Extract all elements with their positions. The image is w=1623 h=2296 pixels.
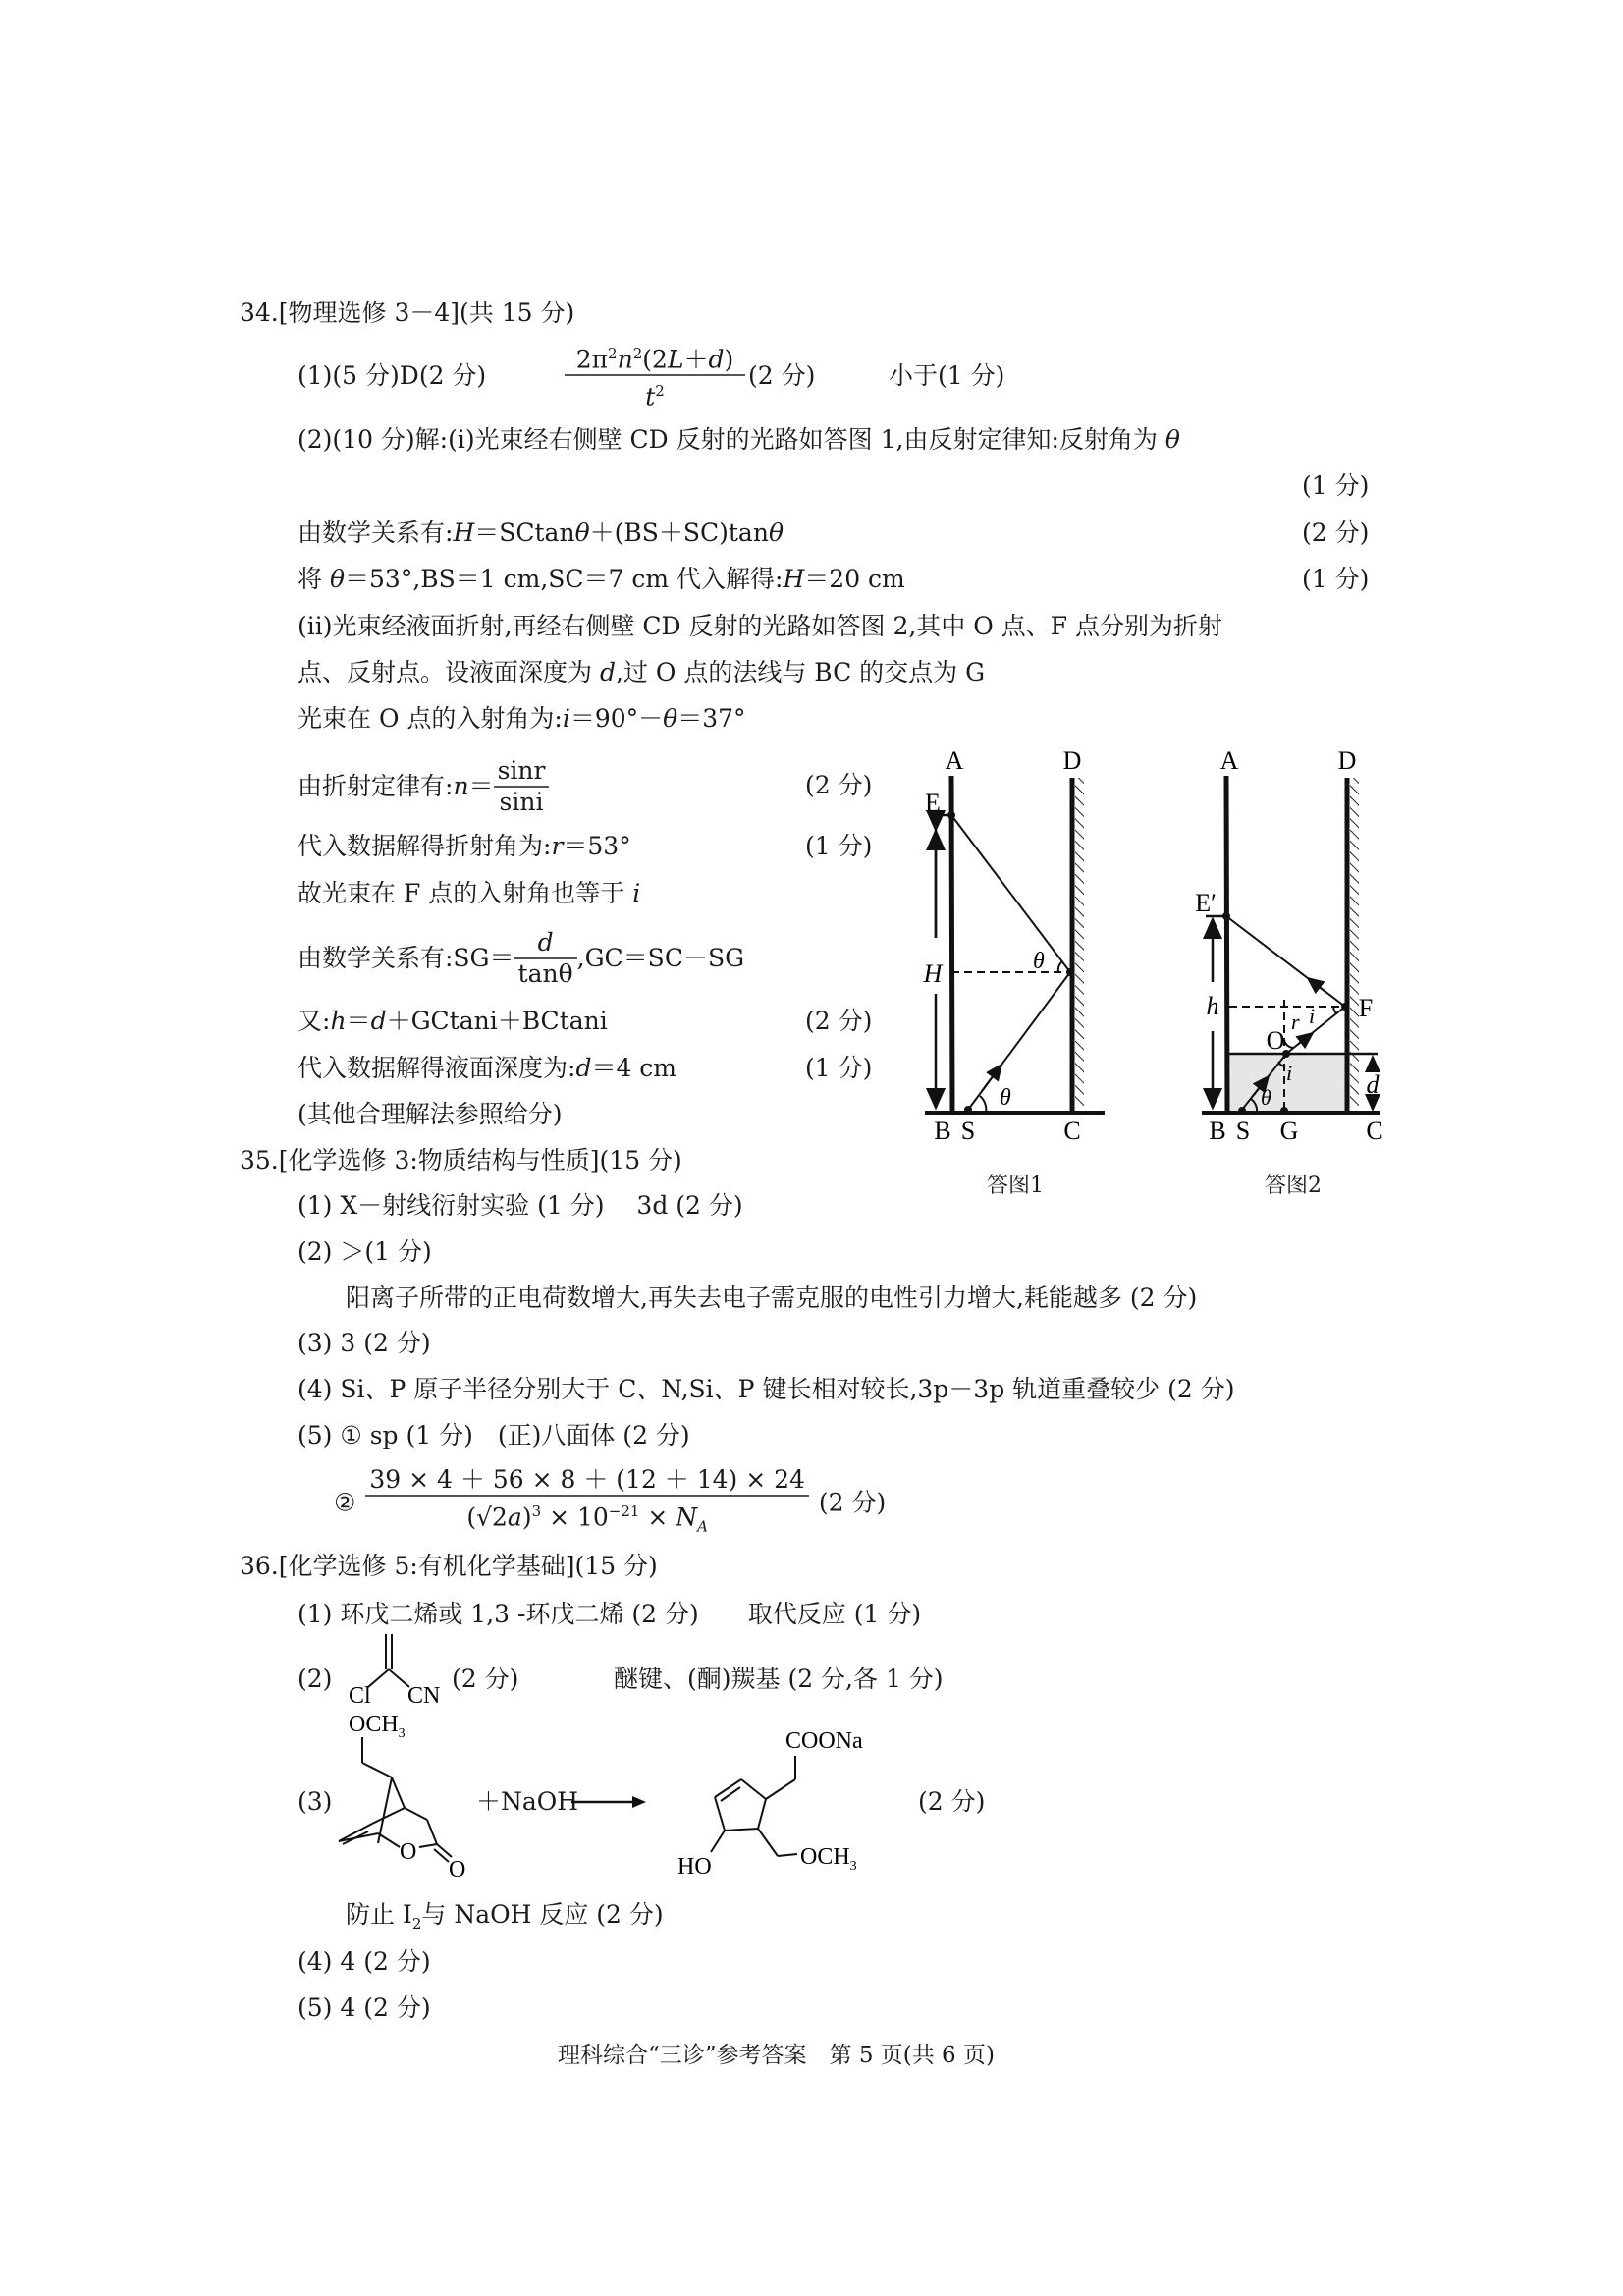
label-A: A (945, 746, 964, 775)
fraction-denominator: tanθ (514, 957, 577, 989)
atom-o-keto: O (449, 1857, 466, 1881)
q36-part4: (4) 4 (2 分) (298, 1947, 431, 1976)
q35-part5-formula (334, 1465, 886, 1541)
label-B: B (1209, 1117, 1226, 1145)
q34-part1-fraction (565, 339, 745, 412)
q36-header: 36.[化学选修 5:有机化学基础](15 分) (240, 1552, 658, 1580)
reactant-structure (329, 1704, 486, 1881)
label-C: C (1366, 1117, 1383, 1145)
score: (2 分) (452, 1665, 519, 1693)
q34-part2-line8: 代入数据解得折射角为:r＝53° (298, 832, 631, 860)
label-A: A (1219, 746, 1239, 775)
label-G: G (1279, 1117, 1299, 1145)
score: (1 分) (1302, 565, 1370, 593)
figure-1-diagram (903, 737, 1139, 1149)
label-O: O (1266, 1026, 1285, 1055)
q34-part2-line6: 光束在 O 点的入射角为:i＝90°－θ＝37° (298, 704, 746, 733)
reaction-arrow (569, 1792, 648, 1812)
label-E-prime: E′ (1195, 889, 1217, 917)
q34-part2-line11: 又:h＝d＋GCtani＋BCtani (298, 1007, 608, 1035)
chloroacrylonitrile-structure (349, 1632, 457, 1705)
q34-part1 (298, 359, 486, 393)
label-i-top: i (1309, 1004, 1316, 1028)
page-footer: 理科综合“三诊”参考答案 第 5 页(共 6 页) (558, 2043, 995, 2068)
fraction-denominator: sini (494, 786, 550, 817)
label-theta: θ (1261, 1085, 1271, 1110)
q34-part2-line10: 由数学关系有:SG＝ $\frac{d}{\tan\theta}$ ,GC＝SC－SG (298, 928, 745, 988)
group-och3: $OCH_3$ (349, 1712, 406, 1741)
mirror-hatching (1075, 778, 1084, 1108)
q34-part2-line3: 将 θ＝53°,BS＝1 cm,SC＝7 cm 代入解得:H＝20 cm (298, 565, 905, 593)
q34-part2-line5: 点、反射点。设液面深度为 d,过 O 点的法线与 BC 的交点为 G (298, 658, 986, 686)
figure-1-caption: 答图1 (987, 1174, 1044, 1198)
label-S: S (960, 1117, 976, 1145)
fraction-numerator: d (537, 928, 554, 957)
q34-part2-note: (其他合理解法参照给分) (298, 1100, 563, 1128)
q34-part2-line7: 由折射定律有:n＝ $\frac{\sin r}{\sin i}$ (298, 756, 549, 817)
q35-part3: (3) 3 (2 分) (298, 1329, 431, 1357)
fraction-numerator: $2\pi^2n^2(2L+d)$ (575, 345, 734, 374)
group-cn: CN (407, 1683, 441, 1705)
q34-part1-score: (2 分) (748, 361, 816, 390)
q36-part2-mark: (2) (298, 1665, 333, 1693)
reflected-ray (951, 815, 1070, 972)
q35-part1: (1) X－射线衍射实验 (1 分) 3d (2 分) (298, 1191, 743, 1220)
figure-2-caption: 答图2 (1265, 1174, 1322, 1198)
atom-o-ring: O (400, 1839, 417, 1865)
fraction-denominator: $t^2$ (565, 374, 745, 411)
q35-part2-explain: 阳离子所带的正电荷数增大,再失去电子需克服的电性引力增大,耗能越多 (2 分) (346, 1284, 1198, 1312)
q34-part2-line9: 故光束在 F 点的入射角也等于 i (298, 879, 641, 907)
q36-part5: (5) 4 (2 分) (298, 1994, 431, 2022)
q34-part2-line4: (ii)光束经液面折射,再经右侧壁 CD 反射的光路如答图 2,其中 O 点、F 点分别为折射 (298, 612, 1222, 640)
label-H: H (923, 959, 943, 988)
score: (2 分) (918, 1787, 986, 1816)
score: (2 分) (1302, 519, 1370, 547)
reflected-ray (1226, 916, 1345, 1007)
label-S: S (1235, 1117, 1251, 1145)
q34-part2-line2: 由数学关系有:H＝SCtanθ＋(BS＋SC)tanθ (298, 519, 784, 547)
q34-header: 34.[物理选修 3－4](共 15 分) (240, 299, 575, 327)
label-d: d (1366, 1070, 1380, 1099)
q34-part2-line1: (2)(10 分)解:(i)光束经右侧壁 CD 反射的光路如答图 1,由反射定律知:反射角为 θ (298, 425, 1180, 454)
mirror-hatching (1350, 778, 1359, 1108)
q34-part1-answer: 小于(1 分) (889, 361, 1005, 390)
label-theta-top: θ (1033, 949, 1045, 974)
label-B: B (934, 1117, 951, 1145)
q36-part3-mark: (3) (298, 1787, 333, 1816)
label-E: E (925, 789, 941, 817)
q35-header: 35.[化学选修 3:物质结构与性质](15 分) (240, 1146, 682, 1175)
q35-part2: (2) ＞(1 分) (298, 1237, 432, 1266)
label-C: C (1063, 1117, 1081, 1145)
fraction-numerator: sinr (497, 756, 546, 785)
q36-part1: (1) 环戊二烯或 1,3 -环戊二烯 (2 分) 取代反应 (1 分) (298, 1600, 922, 1628)
q34-part2-line12: 代入数据解得液面深度为:d＝4 cm (298, 1054, 677, 1082)
left-wall (1226, 776, 1227, 1113)
fraction-numerator: 39 × 4 ＋ 56 × 8 ＋ (12 ＋ 14) × 24 (369, 1465, 805, 1494)
score: (2 分) (805, 771, 873, 799)
figure-2-diagram (1178, 737, 1414, 1149)
group-coona: COONa (785, 1728, 863, 1754)
group-och3: $OCH_3$ (800, 1844, 857, 1874)
score: (1 分) (805, 832, 873, 860)
reagent-naoh: ＋NaOH (476, 1787, 579, 1816)
label-h: h (1206, 992, 1219, 1020)
q35-part5: (5) ① sp (1 分) (正)八面体 (2 分) (298, 1421, 690, 1449)
q36-part3-note: 防止 $I_2$与 NaOH 反应 (2 分) (346, 1900, 664, 1933)
circled-2: ② (334, 1488, 356, 1517)
q36-part2-groups: 醚键、(酮)羰基 (2 分,各 1 分) (614, 1665, 944, 1693)
label-i-bottom: i (1286, 1061, 1293, 1085)
q34-part1-prefix: (1)(5 分)D(2 分) (298, 361, 487, 390)
left-wall (951, 776, 952, 1113)
score: (1 分) (805, 1054, 873, 1082)
label-F: F (1358, 994, 1374, 1022)
product-structure (668, 1719, 903, 1886)
label-D: D (1337, 746, 1357, 775)
score: (2 分) (805, 1007, 873, 1035)
q35-part4: (4) Si、P 原子半径分别大于 C、N,Si、P 键长相对较长,3p－3p 轨道重叠较少 (2 分) (298, 1375, 1235, 1403)
label-r: r (1291, 1010, 1300, 1034)
label-D: D (1062, 746, 1082, 775)
score: (2 分) (818, 1488, 887, 1517)
group-ho: HO (677, 1854, 712, 1880)
label-theta-bottom: θ (1000, 1085, 1011, 1111)
score: (1 分) (1302, 471, 1370, 500)
fraction-denominator: $(√2a)^3 \times 10^{-21} \times N_A$ (365, 1495, 809, 1541)
atom-cl: Cl (349, 1683, 371, 1705)
